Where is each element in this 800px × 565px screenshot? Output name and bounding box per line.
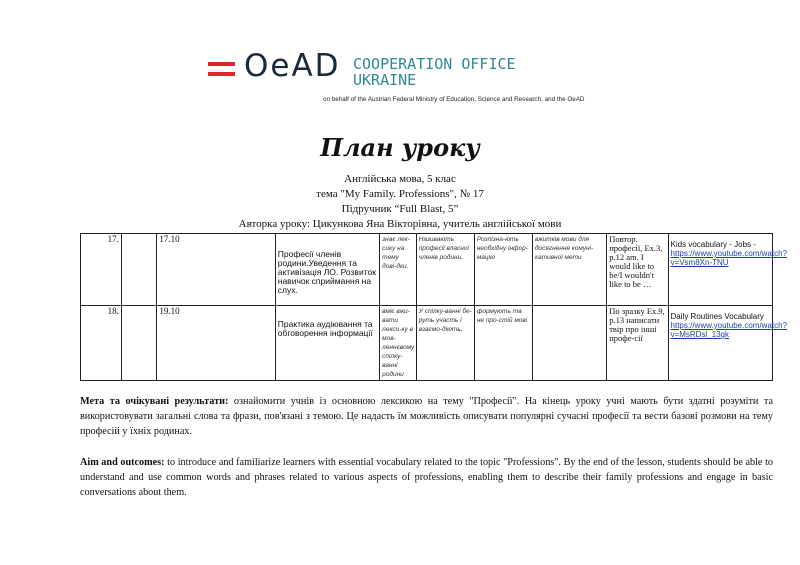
goals-en-text: to introduce and familiarize learners with essential vocabulary related to the topic "Professions". By the end of the lesson, students should be able to understand and use common words and phrases related to various aspects of professions, enabling them to describe their family professions and engage in basic conversations about them. [80, 457, 774, 498]
subject-line: Англійська мова, 5 клас [344, 173, 456, 185]
goals-ua-label: Мета та очікувані результати: [80, 396, 229, 407]
table-row [81, 234, 773, 306]
resource-label: Daily Routines Vocabulary [670, 312, 764, 321]
lesson-topic [275, 234, 379, 306]
flag-stripe-bottom [208, 72, 235, 76]
lesson-topic-text: Професії членів родини.Уведення та активізація ЛО. Розвиток навичок сприймання на слух. [277, 249, 376, 295]
goals-ua-text: ознайомити учнів із основною лексикою на тему "Професії". На кінець уроку учні мають бути здатні розуміти та використовувати загальні слова та фрази, пов'язані з темою. Це надасть їм можливість описувати популярні сучасні професії та вести базові розмови на тему професій у їхніх родинах. [80, 396, 773, 437]
homework-cell: Повтор. професії, Ex.3, p.12 am. I would like to be/I wouldn't like to be … [607, 234, 668, 306]
resource-link[interactable]: https://www.youtube.com/watch?v=Vsm8Xn-TNU [670, 249, 788, 267]
outcome-cell [532, 306, 606, 381]
resource-label: Kids vocabulary - Jobs - [670, 240, 756, 249]
oead-wordmark: OeAD [244, 48, 341, 84]
empty-cell [121, 234, 157, 306]
lesson-number: 18. [81, 306, 122, 381]
skills-cell: вміє вжи-вати лекси-ку в мов-леннєвому спілку-ванні родини [380, 306, 417, 381]
outcome-cell: Називають професії власної членів родини. [416, 234, 474, 306]
lesson-topic [275, 306, 379, 381]
outcome-cell: У спілку-ванні бе-руть участь і взаємо-діють. [416, 306, 474, 381]
resource-cell [668, 234, 788, 306]
on-behalf-text: on behalf of the Austrian Federal Ministry of Education, Science and Research, and the OeAD [323, 96, 585, 103]
lesson-table [80, 233, 788, 381]
empty-cell [121, 306, 157, 381]
flag-stripe-top [208, 62, 235, 66]
textbook-line: Підручник “Full Blast, 5” [341, 203, 459, 215]
skills-cell: знає лек-сику на тему дові-дки. [380, 234, 417, 306]
lesson-number: 17. [81, 234, 122, 306]
lesson-date: 19.10 [157, 306, 275, 381]
resource-link[interactable]: https://www.youtube.com/watch?v=MsRDsl_13gk [670, 321, 788, 339]
outcome-cell: вжитків мови для досягнення комуні-кативної мети [532, 234, 606, 306]
lesson-topic-text: Практика аудіювання та обговорення інформації [277, 319, 373, 338]
goals-ua-paragraph [80, 394, 773, 439]
cooperation-line1: COOPERATION OFFICE [353, 55, 516, 73]
austrian-flag-icon [208, 62, 235, 78]
theme-line: тема "My Family. Professions", № 17 [316, 188, 484, 200]
goals-en-paragraph [80, 455, 773, 500]
homework-cell: По зразку Ex.9, p.13 написати твір про інші профе-сії [607, 306, 668, 381]
resource-cell [668, 306, 788, 381]
cooperation-office-label [353, 56, 516, 88]
lesson-date: 17.10 [157, 234, 275, 306]
outcome-cell: формують та не про-стій мові [474, 306, 532, 381]
table-row [81, 306, 773, 381]
outcome-cell: Розпізна-ють необхідну інфор-мацію [474, 234, 532, 306]
cooperation-line2: UKRAINE [353, 71, 417, 89]
page-title: План уроку [320, 133, 480, 162]
author-line: Авторка уроку: Цикункова Яна Вікторівна, учитель англійської мови [238, 218, 562, 230]
flag-stripe-middle [208, 68, 235, 70]
goals-en-label: Aim and outcomes: [80, 457, 165, 468]
